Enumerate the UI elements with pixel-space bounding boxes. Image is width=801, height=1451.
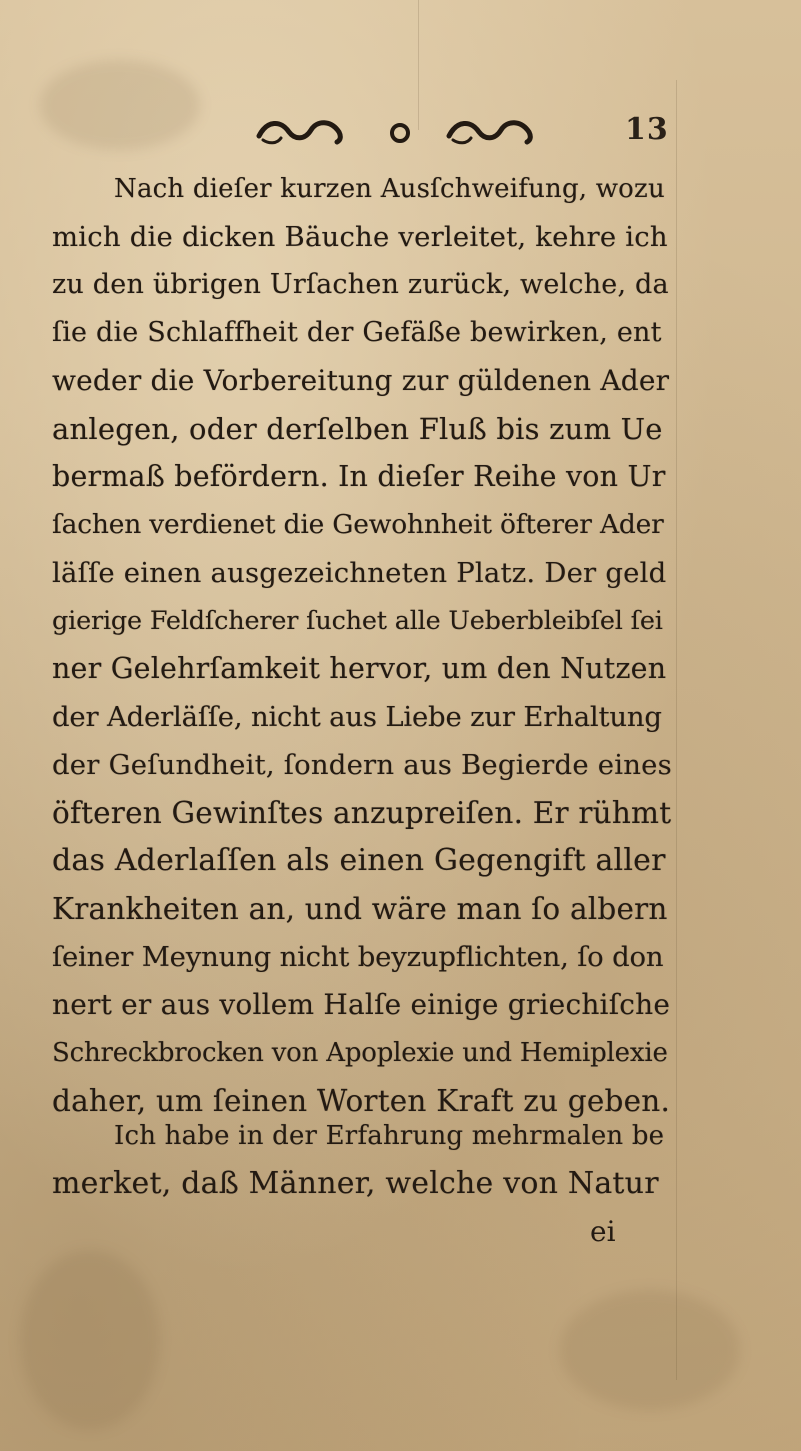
text-line: ſachen verdienet die Gewohnheit öfterer Ader bbox=[52, 509, 664, 540]
text-line: ſeiner Meynung nicht beyzupflichten, ſo don bbox=[52, 941, 664, 973]
paragraph-2 bbox=[52, 1112, 672, 1208]
text-line: ner Gelehrſamkeit hervor, um den Nutzen bbox=[52, 652, 667, 685]
text-line: das Aderlaſſen als einen Gegengift aller bbox=[52, 843, 666, 878]
text-line: Schreckbrocken von Apoplexie und Hemiplexie bbox=[52, 1038, 668, 1068]
scroll-ornament-left-icon bbox=[255, 114, 347, 148]
text-line: läſſe einen ausgezeichneten Platz. Der geld bbox=[52, 557, 667, 589]
page-number: 13 bbox=[625, 112, 669, 147]
paper-stain bbox=[560, 1290, 740, 1410]
scroll-ornament-right-icon bbox=[445, 114, 537, 148]
catchword: ei bbox=[590, 1215, 616, 1248]
text-line: daher, um ſeinen Worten Kraft zu geben. bbox=[52, 1084, 671, 1118]
text-line: gierige Feldſcherer ſuchet alle Ueberbleibſel ſei bbox=[52, 606, 663, 636]
text-line: mich die dicken Bäuche verleitet, kehre ich bbox=[52, 221, 668, 253]
text-line: öfteren Gewinſtes anzupreiſen. Er rühmt bbox=[52, 796, 672, 830]
text-line: weder die Vorbereitung zur güldenen Ader bbox=[52, 364, 670, 397]
text-line: merket, daß Männer, welche von Natur bbox=[52, 1166, 659, 1201]
text-line: anlegen, oder derſelben Fluß bis zum Ue bbox=[52, 412, 663, 446]
text-line: zu den übrigen Urſachen zurück, welche, da bbox=[52, 269, 669, 300]
text-line: Krankheiten an, und wäre man ſo albern bbox=[52, 892, 668, 926]
text-line: ſie die Schlaffheit der Gefäße bewirken, ent bbox=[52, 317, 662, 348]
circle-ornament-icon bbox=[385, 118, 415, 148]
page-header bbox=[0, 108, 801, 158]
text-line: der Geſundheit, ſondern aus Begierde eines bbox=[52, 749, 672, 781]
text-line: Nach dieſer kurzen Ausſchweifung, wozu bbox=[114, 174, 665, 204]
paper-crease bbox=[676, 80, 677, 1380]
paragraph-1 bbox=[52, 165, 672, 1125]
text-line: der Aderläſſe, nicht aus Liebe zur Erhaltung bbox=[52, 701, 662, 733]
text-line: Ich habe in der Erfahrung mehrmalen be bbox=[114, 1121, 665, 1151]
paper-stain bbox=[20, 1250, 160, 1430]
text-line: nert er aus vollem Halſe einige griechiſche bbox=[52, 988, 671, 1021]
text-line: bermaß befördern. In dieſer Reihe von Ur bbox=[52, 460, 666, 493]
